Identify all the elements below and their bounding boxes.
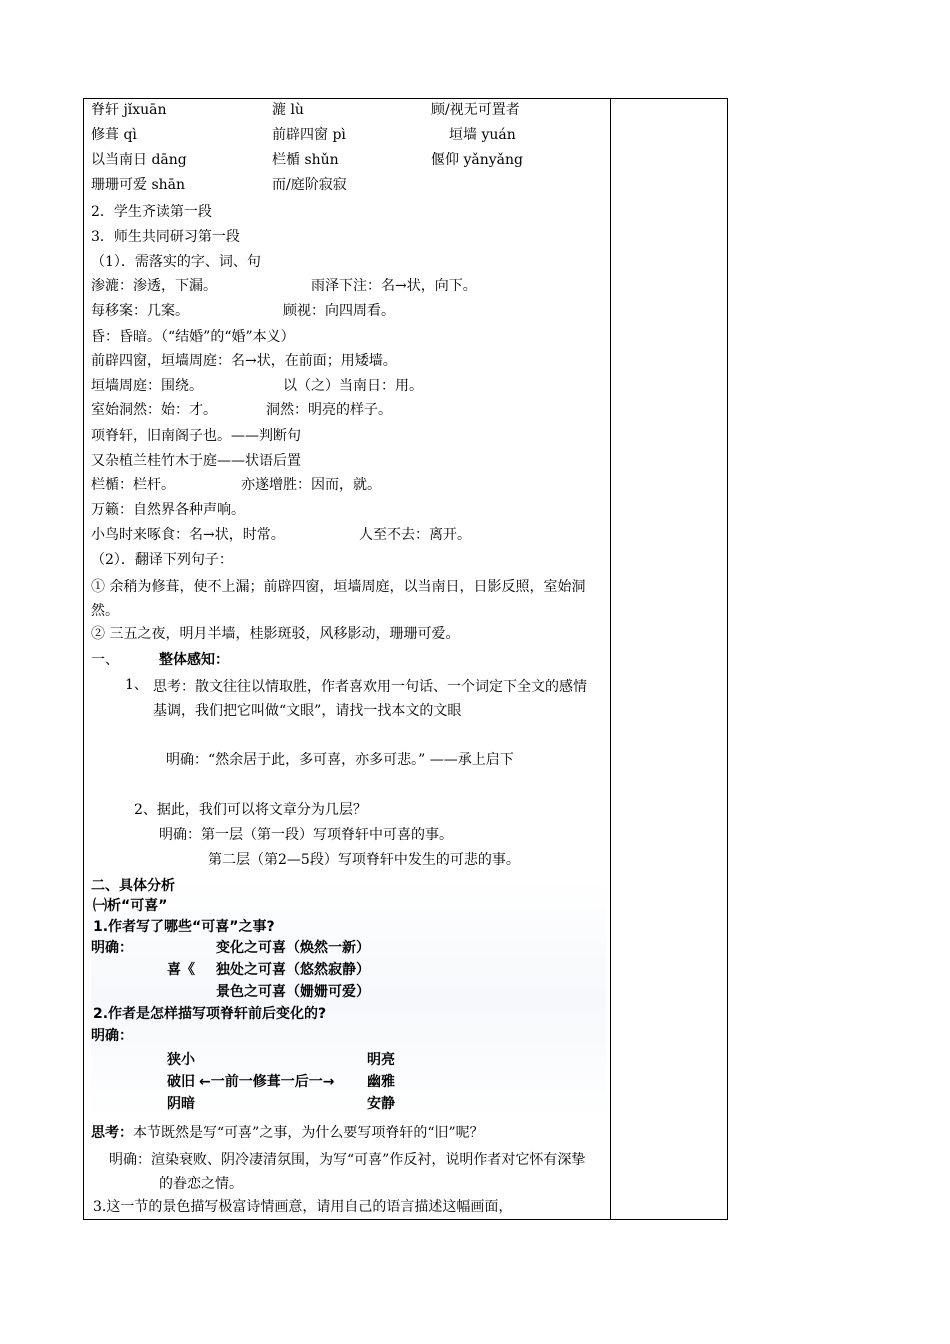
analysis-subheading: ㈠析“可喜”: [93, 898, 168, 914]
heading-text: 整体感知：: [159, 652, 229, 668]
vocab-item: 栏楯 shǔn: [272, 152, 339, 168]
note-text: 室始洞然：始：才。: [91, 402, 217, 418]
after-state-2: 幽雅: [367, 1074, 395, 1090]
think-label: 思考：: [91, 1125, 133, 1141]
vocab-item: 偃仰 yǎnyǎng: [431, 152, 523, 168]
overall-heading: [91, 650, 229, 670]
translate-heading: （2）．翻译下列句子：: [91, 552, 233, 568]
note-line: 前辟四窗，垣墙周庭：名→状，在前面；用矮墙。: [91, 353, 397, 369]
overall-a2-line1: 明确：第一层（第一段）写项脊轩中可喜的事。: [159, 827, 453, 843]
analysis-q1: 1.作者写了哪些“可喜”之事?: [93, 919, 275, 935]
vocab-item: 而/庭阶寂寂: [272, 177, 347, 193]
analysis-ming-2: 明确：: [91, 1028, 133, 1044]
note-line: [91, 276, 477, 296]
vocab-row-1: [91, 100, 520, 120]
translate-sentence-1: ① 余稍为修葺，使不上漏；前辟四窗，垣墙周庭，以当南日，日影反照，室始洞然。: [91, 579, 586, 619]
note-text: 人至不去：离开。: [359, 527, 471, 543]
vocab-item: 以当南日 dāng: [91, 152, 187, 168]
analysis-item-2: 独处之可喜（悠然寂静）: [216, 962, 370, 978]
note-line: [91, 525, 471, 545]
vocab-item: 珊珊可爱 shān: [91, 177, 186, 193]
think-question: [91, 1123, 484, 1143]
before-state-1: 狭小: [167, 1052, 195, 1068]
analysis-item-3: 景色之可喜（姗姗可爱）: [216, 984, 370, 1000]
vocab-item: 顾/视无可置者: [431, 102, 520, 118]
vocab-row-4: [91, 175, 347, 195]
vocab-item: 前辟四窗 pì: [272, 127, 346, 143]
analysis-q2: 2.作者是怎样描写项脊轩前后变化的?: [93, 1006, 327, 1022]
note-line: [91, 301, 395, 321]
note-line: 昏：昏暗。（“结婚”的“婚”本义）: [91, 329, 295, 345]
think-text: 本节既然是写“可喜”之事，为什么要写项脊轩的“旧”呢？: [133, 1125, 484, 1141]
after-state-3: 安静: [367, 1096, 395, 1112]
overall-q2: 2、据此，我们可以将文章分为几层？: [134, 802, 367, 818]
note-text: 每移案：几案。: [91, 303, 189, 319]
vocab-item: 垣墙 yuán: [449, 127, 516, 143]
analysis-ming: 明确：: [91, 940, 133, 956]
note-text: 渗漉：渗透，下漏。: [91, 278, 217, 294]
think-answer-text: 明确：渲染衰败、阴冷凄清氛围，为写“可喜”作反衬，说明作者对它怀有深挚的眷恋之情。: [109, 1152, 586, 1192]
overall-a1: 明确：“然余居于此，多可喜，亦多可悲。” ——承上启下: [166, 752, 514, 768]
after-state-1: 明亮: [367, 1052, 395, 1068]
analysis-xi: 喜《: [167, 962, 195, 978]
step-2: 2．学生齐读第一段: [91, 204, 212, 220]
heading-number: 一、: [91, 652, 119, 668]
note-text: 亦遂增胜：因而，就。: [241, 477, 381, 493]
note-line: [91, 376, 423, 396]
note-text: 顾视：向四周看。: [283, 303, 395, 319]
note-line: 项脊轩，旧南阁子也。——判断句: [91, 428, 301, 444]
vocab-item: 修葺 qì: [91, 127, 137, 143]
note-text: 以（之）当南日：用。: [283, 378, 423, 394]
change-arrow: ←一前一修葺一后一→: [199, 1074, 335, 1090]
vocab-item: 漉 lù: [272, 102, 304, 118]
before-state-2: 破旧: [167, 1074, 195, 1090]
note-line: [91, 475, 381, 495]
note-line: 又杂植兰桂竹木于庭——状语后置: [91, 453, 301, 469]
think-q3: 3.这一节的景色描写极富诗情画意，请用自己的语言描述这幅画面，: [93, 1199, 513, 1215]
before-state-3: 阴暗: [167, 1096, 195, 1112]
note-line: 万籁：自然界各种声响。: [91, 502, 245, 518]
sub-step-1: （1）．需落实的字、词、句: [91, 254, 261, 270]
step-3: 3．师生共同研习第一段: [91, 229, 240, 245]
vocab-item: 脊轩 jǐxuān: [91, 102, 167, 118]
overall-a2-line2: 第二层（第2—5段）写项脊轩中发生的可悲的事。: [208, 852, 520, 868]
note-text: 栏楯：栏杆。: [91, 477, 175, 493]
note-text: 小鸟时来啄食：名→状，时常。: [91, 527, 285, 543]
think-answer: [109, 1148, 599, 1196]
vocab-row-3: [91, 150, 523, 170]
note-text: 洞然：明亮的样子。: [266, 402, 392, 418]
note-line: [91, 400, 392, 420]
translate-sentence-2: ② 三五之夜，明月半墙，桂影斑驳，风移影动，珊珊可爱。: [91, 626, 460, 642]
table-column-divider: [610, 98, 611, 1220]
vocab-row-2: [91, 125, 516, 145]
analysis-heading: 二、具体分析: [91, 878, 175, 894]
note-text: 垣墙周庭：围绕。: [91, 378, 203, 394]
q-number: 1、: [125, 677, 148, 693]
overall-q1: 思考：散文往往以情取胜，作者喜欢用一句话、一个词定下全文的感情基调，我们把它叫做“文眼”，请找一找本文的文眼: [153, 679, 587, 719]
note-text: 雨泽下注：名→状，向下。: [311, 278, 477, 294]
analysis-item-1: 变化之可喜（焕然一新）: [216, 940, 370, 956]
